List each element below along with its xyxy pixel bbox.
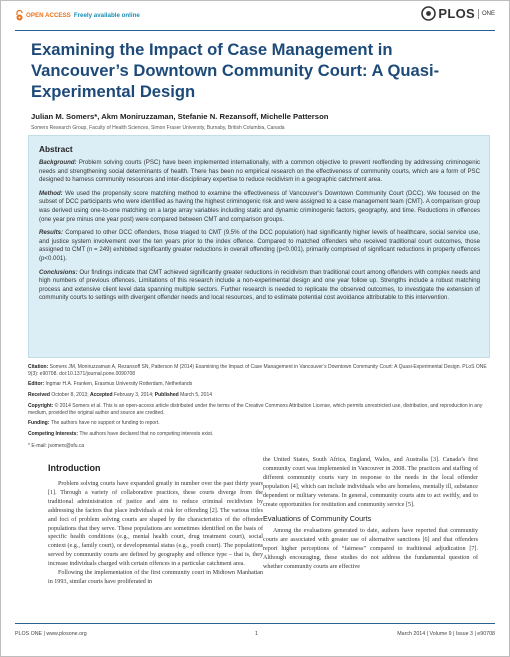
abstract-text: We used the propensity score matching method to examine the effectiveness of Vancouver’s Downtown Community Court (DCC). We focused on the subset of DCC participants who were identified as having the highest criminogenic risk and were assigned to a case management team (CMT). A comparison group was derived using one-to-one matching on a large array variables including static and dynamic criminogenic factors, geography, and time. Reductions in offences (one year pre minus one year post) were compared between CMT and comparison groups. <box>39 189 480 223</box>
plos-logo-icon <box>421 6 436 21</box>
article-metadata <box>28 364 493 449</box>
meta-label: Editor: <box>28 381 45 388</box>
article-authors: Julian M. Somers*, Akm Moniruzzaman, Stefanie N. Rezansoff, Michelle Patterson <box>31 112 329 121</box>
body-paragraph: the United States, South Africa, England, Wales, and Australia [3]. Canada’s first community court was implemented in Vancouver in 2008. The practices and staffing of different community courts vary in response to the needs in the local offender population [4], which can include individuals who are homeless, mentally ill, substance dependent or military veterans. In general, community courts aim to act swiftly, and to create opportunities for restitution and community service [5]. <box>263 457 478 508</box>
meta-label: Published <box>154 392 179 399</box>
article-title: Examining the Impact of Case Management in Vancouver’s Downtown Community Court: A Quasi-Experimental Design <box>31 40 440 101</box>
header-rule <box>15 30 495 31</box>
open-access-text: Freely available online <box>73 12 140 19</box>
page-number: 1 <box>255 631 258 637</box>
abstract-box <box>28 135 490 358</box>
meta-label: Received <box>28 392 50 399</box>
funding <box>28 420 493 427</box>
copyright-text: © 2014 Somers et al. This is an open-access article distributed under the terms of the Creative Commons Attribution License, which permits unrestricted use, distribution, and reproduction in any medium, provided the original author and source are credited. <box>28 402 483 416</box>
section-subheading: Evaluations of Community Courts <box>263 514 372 524</box>
page-footer <box>1 625 509 645</box>
journal-header <box>1 1 509 29</box>
body-paragraph: Among the evaluations generated to date, authors have reported that community courts are associated with greater use of alternative sanctions [6] and that offenders report higher perceptions of “fairness” compared to traditional adjudication [7]. Although encouraging, these studies do not address the fundamental question of whether community courts are effective <box>263 528 478 570</box>
body-paragraph: Problem solving courts have expanded greatly in number over the past thirty years [1]. Through a variety of collaborative practices, these courts diverge from the traditional administration of justice and aim to reduce criminal recidivism by addressing the factors that place individuals at risk for offending [2]. The various titles and foci of problem solving courts are shaped by the characteristics of the offender populations that they serve. These populations are sometimes identified on the basis of specific health conditions (e.g., mental health court, drug treatment court), social context (e.g., family court), or developmental status (e.g., youth court). The populations served by community courts are defined by geography and offence type – that is, they increase individuals charged with certain offences in a particular catchment area. <box>48 481 263 568</box>
right-column <box>263 456 478 572</box>
meta-label: Accepted <box>90 392 113 399</box>
abstract-text: Compared to other DCC offenders, those triaged to CMT (9.5% of the DCC population) had significantly higher levels of healthcare, social service use, and justice system involvement over the ten years prior to the index offence. Compared to matched offenders who received traditional court outcomes, those assigned to CMT (n = 249) exhibited significantly greater reductions in overall offending (p<0.001), primarily comprised of significant reductions in property offences (p<0.001). <box>39 229 480 262</box>
open-access-badge <box>15 10 140 21</box>
funding-text: The authors have no support or funding to report. <box>50 420 160 427</box>
introduction-heading: Introduction <box>48 463 101 473</box>
editor-text: Ingmar H.A. Franken, Erasmus University Rotterdam, Netherlands <box>45 381 193 388</box>
citation-text: Somers JM, Moniruzzaman A, Rezansoff SN, Patterson M (2014) Examining the Impact of Case Management in Vancouver’s Downtown Community Court: A Quasi-Experimental Design. PLoS ONE 9(3): e90708. doi:10.1371/journal.pone.0090708 <box>28 364 487 377</box>
published-date: March 5, 2014 <box>180 392 213 399</box>
meta-label: Citation: <box>28 364 49 370</box>
abstract-text: Problem solving courts (PSC) have been implemented internationally, with a common objective to prevent reoffending by addressing criminogenic needs and strengthening social determinants of health. There has been no empirical research on the effectiveness of community courts, which are a form of PSC designed to harness community resources and inter-disciplinary expertise to reduce recidivism in a geographic catchment area. <box>39 159 480 184</box>
footer-rule <box>15 623 495 624</box>
abstract-text: Our findings indicate that CMT achieved significantly greater reductions in recidivism than traditional court among offenders with complex needs and high numbers of previous offences. Limitations of this research include a non-experimental design and one year follow up. Strengths include a robust matching process and extensive client level data spanning multiple sectors. Further research is needed to replicate the observed outcomes, to investigate the extension of community courts to settings with divergent offender needs and local resources, and to estimate potential cost avoidance attributable to this intervention. <box>39 268 480 302</box>
abstract-label: Results: <box>39 229 64 237</box>
competing-text: The authors have declared that no competing interests exist. <box>79 430 214 437</box>
abstract-results <box>39 229 480 263</box>
abstract-background <box>39 159 480 185</box>
article-affiliation: Somers Research Group, Faculty of Health Sciences, Simon Fraser University, Burnaby, British Columbia, Canada <box>31 125 285 131</box>
abstract-label: Background: <box>39 159 77 166</box>
abstract-heading: Abstract <box>39 144 73 154</box>
open-access-lock-icon <box>15 10 24 21</box>
received-date: October 8, 2013; <box>51 392 89 399</box>
plos-logo-word: PLOS <box>438 6 475 21</box>
abstract-method <box>39 190 480 224</box>
copyright <box>28 403 493 416</box>
competing-interests <box>28 431 493 438</box>
editor <box>28 381 493 388</box>
open-access-label: OPEN ACCESS <box>26 12 71 19</box>
abstract-label: Conclusions: <box>39 268 78 276</box>
journal-site[interactable]: PLOS ONE | www.plosone.org <box>15 631 87 637</box>
body-paragraph: Following the implementation of the first community court in Midtown Manhattan in 1993, similar courts have proliferated in <box>48 570 263 585</box>
abstract-conclusions <box>39 269 480 303</box>
logo-divider <box>478 9 479 19</box>
abstract-label: Method: <box>39 189 63 197</box>
dates <box>28 392 493 399</box>
plos-logo-sub: ONE <box>481 10 495 17</box>
issue-info: March 2014 | Volume 9 | Issue 3 | e90708 <box>397 631 495 637</box>
meta-label: Copyright: <box>28 402 54 409</box>
meta-label: Funding: <box>28 420 50 427</box>
accepted-date: February 3, 2014; <box>113 392 154 399</box>
plos-one-logo <box>421 6 495 21</box>
citation <box>28 364 493 377</box>
corresponding-email[interactable]: * E-mail: jsomers@sfu.ca <box>28 442 85 449</box>
meta-label: Competing Interests: <box>28 430 79 437</box>
left-column <box>48 480 263 587</box>
